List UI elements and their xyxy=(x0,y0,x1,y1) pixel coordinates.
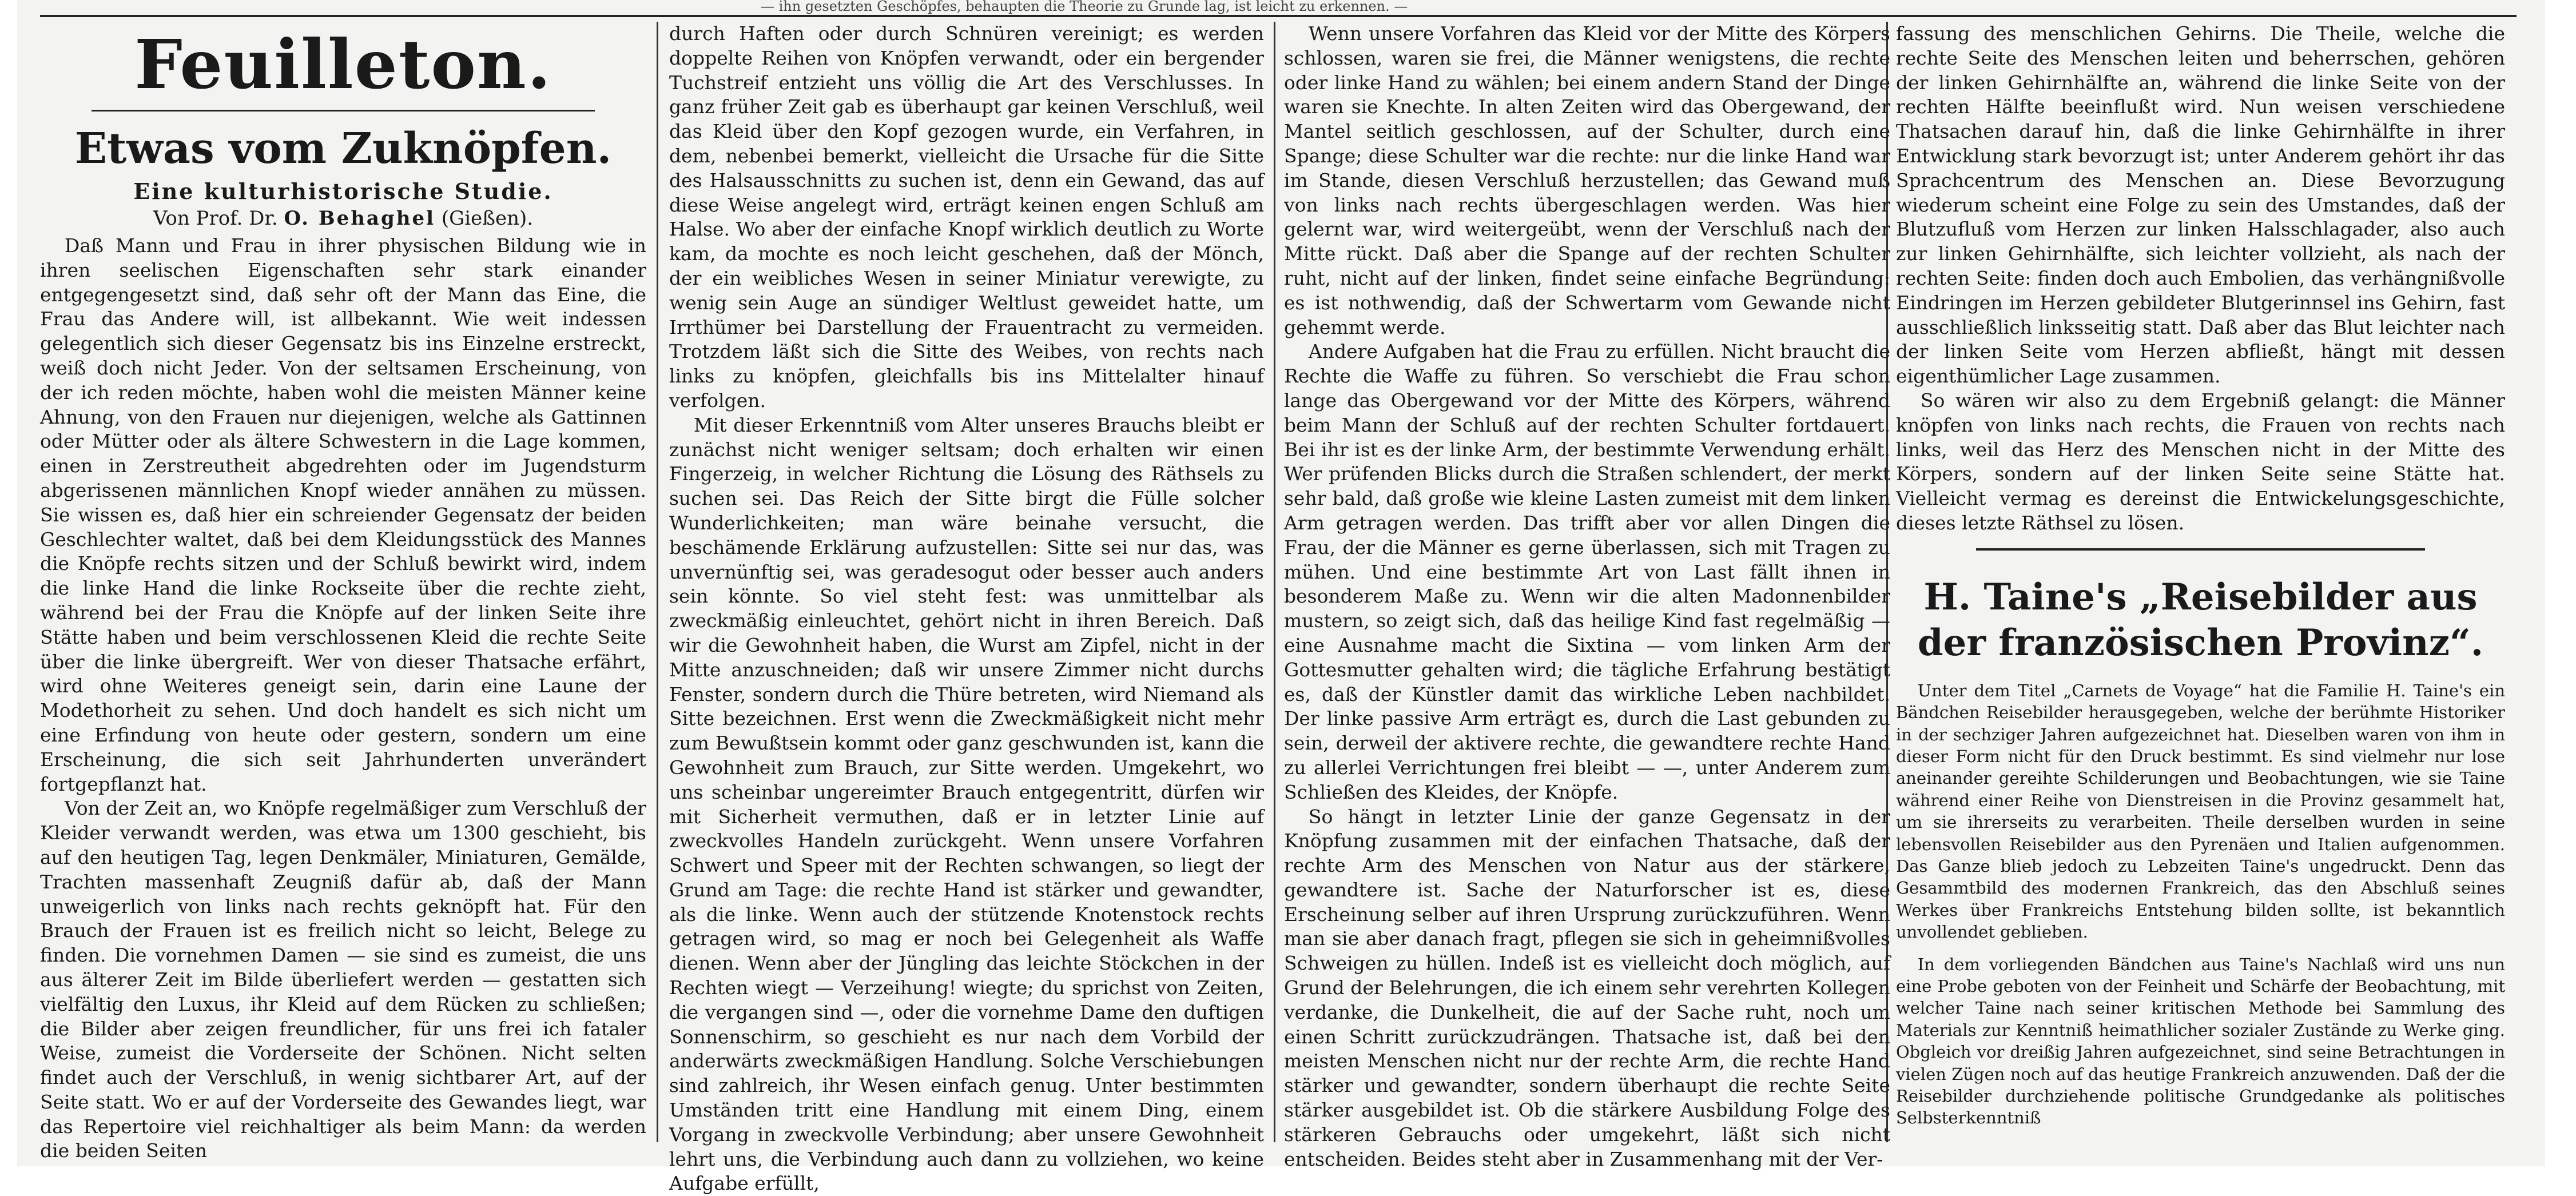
column-1 xyxy=(40,22,646,1162)
paragraph: So wären wir also zu dem Ergebniß gelangt: die Männer knöpfen von links nach rechts, die Frauen von rechts nach links, weil das Herz des Menschen nicht in der Mitte des Körpers, sondern auf der linken Seite seine Stätte hat. Vielleicht vermag es dereinst die Entwickelungsgeschichte, dieses letzte Räthsel zu lösen. xyxy=(1896,389,2505,534)
author-suffix: (Gießen). xyxy=(435,207,534,230)
paragraph: Wenn unsere Vorfahren das Kleid vor der Mitte des Körpers schlossen, waren sie frei, die Männer wenigstens, die rechte oder linke Hand zu wählen; bei einem andern Stand der Dinge waren sie Knechte. In alten Zeiten wird das Obergewand, der Mantel seitlich geschlossen, auf der Schulter, durch eine Spange; diese Schulter war die rechte: nur die linke Hand war im Stande, diesen Verschluß herzustellen; das Gewand muß von links nach rechts übergeschlagen werden. Was hier gelernt war, wird weitergeübt, wenn der Verschluß nach der Mitte rückt. Daß aber die Spange auf der rechten Schulter ruht, nicht auf der linken, findet seine einfache Begründung: es ist nothwendig, daß der Schwertarm vom Gewande nicht gehemmt werde. xyxy=(1284,22,1890,338)
paragraph: durch Haften oder durch Schnüren vereinigt; es werden doppelte Reihen von Knöpfen verwandt, oder ein bergender Tuchstreif entzieht uns völlig die Art des Verschlusses. In ganz früher Zeit gab es überhaupt gar keinen Verschluß, weil das Kleid über den Kopf gezogen wurde, ein Verfahren, in dem, nebenbei bemerkt, vielleicht die Ursache für die Sitte des Halsausschnitts zu suchen ist, denn ein Gewand, das auf diese Weise angelegt wird, erträgt keinen engen Schluß am Halse. Wo aber der einfache Knopf wirklich deutlich zu Worte kam, da mochte es noch leicht geschehen, daß der Mönch, der ein weibliches Wesen in seiner Miniatur verewigte, zu wenig sein Auge an sündiger Weltlust geweidet hatte, um Irrthümer bei Darstellung der Frauentracht zu vermeiden. Trotzdem läßt sich die Sitte des Weibes, von rechts nach links zu knöpfen, gleichfalls bis ins Mittelalter hinauf verfolgen. xyxy=(669,22,1264,412)
title-rule xyxy=(92,110,595,111)
author-prefix: Von Prof. Dr. xyxy=(153,207,284,230)
paragraph: Andere Aufgaben hat die Frau zu erfüllen. Nicht braucht die Rechte die Waffe zu führen. So verschiebt die Frau schon lange das Obergewand vor der Mitte des Körpers, während beim Mann der Schluß auf der rechten Schulter fortdauert. Bei ihr ist es der linke Arm, der bestimmte Verwendung erhält. Wer prüfenden Blicks durch die Straßen schlendert, der merkt sehr bald, daß große wie kleine Lasten zumeist mit dem linken Arm getragen werden. Das trifft aber vor allen Dingen die Frau, der die Männer es gerne überlassen, sich mit Tragen zu mühen. Und eine bestimmte Art von Last fällt ihnen in besonderem Maße zu. Wenn wir die alten Madonnenbilder mustern, so zeigt sich, daß das heilige Kind fast regelmäßig — eine Ausnahme macht die Sixtina — vom linken Arm der Gottesmutter gehalten wird; die tägliche Erfahrung bestätigt es, daß der Künstler damit das wirkliche Leben nachbildet. Der linke passive Arm erträgt es, durch die Last gebunden zu sein, derweil der aktivere rechte, die gewandtere rechte Hand zu allerlei Verrichtungen frei bleibt — —, unter Anderem zum Schließen des Kleides, der Knöpfe. xyxy=(1284,340,1890,803)
column-2 xyxy=(669,22,1264,1195)
author-name: O. Behaghel xyxy=(284,207,436,230)
top-cut-text: — ihn gesetzten Geschöpfes, behaupten die Theorie zu Grunde lag, ist leicht zu erkennen. — xyxy=(761,0,1408,14)
article-author xyxy=(40,205,646,232)
paragraph: Mit dieser Erkenntniß vom Alter unseres Brauchs bleibt er zunächst nicht weniger seltsam; doch erhalten wir einen Fingerzeig, in welcher Richtung die Lösung des Räthsels zu suchen sei. Das Reich der Sitte birgt die Fülle solcher Wunderlichkeiten; man wäre beinahe versucht, die beschämende Erklärung aufzustellen: Sitte sei nur das, was unvernünftig sei, was geradesogut oder besser auch anders sein könnte. So viel steht fest: was unmittelbar als zweckmäßig einleuchtet, gehört nicht in ihren Bereich. Daß wir die Gewohnheit haben, die Wurst am Zipfel, nicht in der Mitte anzuschneiden; daß wir unsere Zimmer nicht durchs Fenster, sondern durch die Thüre betreten, wird Niemand als Sitte bezeichnen. Erst wenn die Zweckmäßigkeit nicht mehr zum Bewußtsein kommt oder ganz geschwunden ist, kann die Gewohnheit zum Brauch, zur Sitte werden. Umgekehrt, wo uns scheinbar ungereimter Brauch entgegentritt, dürfen wir mit Sicherheit vermuthen, daß er in letzter Linie auf zweckvolles Handeln zurückgeht. Wenn unsere Vorfahren Schwert und Speer mit der Rechten schwangen, so liegt der Grund am Tage: die rechte Hand ist stärker und gewandter, als die linke. Wenn auch der stützende Knotenstock rechts getragen wird, so mag er noch bei Gelegenheit als Waffe dienen. Wenn aber der Jüngling das leichte Stöckchen in der Rechten wiegt — Verzeihung! wiegte; du sprichst von Zeiten, die vergangen sind —, oder die vornehme Dame den duftigen Sonnenschirm, so geschieht es nur nach dem Vorbild der anderwärts zweckmäßigen Handlung. Solche Verschiebungen sind zahlreich, ihr Wesen einfach genug. Unter bestimmten Umständen tritt eine Handlung mit einem Ding, einem Vorgang in zweckvolle Verbindung; aber unsere Gewohnheit lehrt uns, die Verbindung auch dann zu vollziehen, wo keine Aufgabe erfüllt, xyxy=(669,413,1264,1195)
column-rule xyxy=(1274,22,1275,1142)
paragraph: In dem vorliegenden Bändchen aus Taine's Nachlaß wird uns nun eine Probe geboten von der Feinheit und Schärfe der Beobachtung, mit welcher Taine nach seiner kritischen Methode bei Sammlung des Materials zur Kenntniß heimathlicher sozialer Zustände zu Werke ging. Obgleich vor dreißig Jahren aufgezeichnet, sind seine Betrachtungen in vielen Zügen noch auf das heutige Frankreich anzuwenden. Daß der die Reisebilder durchziehende politische Grundgedanke als politisches Selbsterkenntniß xyxy=(1896,954,2505,1128)
newspaper-page xyxy=(17,0,2545,1195)
paragraph: Unter dem Titel „Carnets de Voyage“ hat die Familie H. Taine's ein Bändchen Reisebilder herausgegeben, welche der berühmte Historiker in der sechziger Jahren aufgezeichnet hat. Dieselben waren von ihm in dieser Form nicht für den Druck bestimmt. Es sind vielmehr nur lose aneinander gereihte Schilderungen und Beobachtungen, wie sie Taine während einer Reihe von Dienstreisen in die Provinz gesammelt hat, um sie ihrerseits zu verarbeiten. Theile derselben wurden in seine lebensvollen Reisebilder aus den Pyrenäen und Italien aufgenommen. Das Ganze blieb jedoch zu Lebzeiten Taine's ungedruckt. Denn das Gesammtbild des modernen Frankreich, das den Abschluß seines Werkes über Frankreichs Entstehung bilden sollte, ist bekanntlich unvollendet geblieben. xyxy=(1896,680,2505,942)
section-title: Feuilleton. xyxy=(134,25,552,104)
article-separator xyxy=(1976,548,2425,551)
article-subtitle: Eine kulturhistorische Studie. xyxy=(133,178,553,204)
article-title: H. Taine's „Reisebilder aus der französischen Provinz“. xyxy=(1917,575,2484,664)
paragraph: Von der Zeit an, wo Knöpfe regelmäßiger zum Verschluß der Kleider verwandt werden, was etwa um 1300 geschieht, bis auf den heutigen Tag, legen Denkmäler, Miniaturen, Gemälde, Trachten massenhaft Zeugniß dafür ab, daß der Mann unweigerlich von links nach rechts geknöpft hat. Für den Brauch der Frauen ist es freilich nicht so leicht, Belege zu finden. Die vornehmen Damen — sie sind es zumeist, die uns aus älterer Zeit im Bilde überliefert werden — gestatten sich vielfältig den Luxus, ihr Kleid auf dem Rücken zu schließen; die Bilder aber zeigen freundlicher, für uns frei ich fataler Weise, zumeist die Vorderseite der Schönen. Nicht selten findet auch der Verschluß, in wenig sichtbarer Art, auf der Seite statt. Wo er auf der Vorderseite des Gewandes liegt, war das Repertoire viel reichhaltiger als beim Mann: da werden die beiden Seiten xyxy=(40,797,646,1162)
top-rule xyxy=(40,15,2517,17)
column-4 xyxy=(1896,22,2505,1159)
paragraph: fassung des menschlichen Gehirns. Die Theile, welche die rechte Seite des Menschen leiten und beherrschen, gehören der linken Gehirnhälfte an, während die linke Seite von der rechten Hälfte beeinflußt wird. Nun weisen verschiedene Thatsachen darauf hin, daß die linke Gehirnhälfte in ihrer Entwicklung stark bevorzugt ist; unter Anderem gehört ihr das Sprachcentrum des Menschen an. Diese Bevorzugung wiederum scheint eine Folge zu sein des Umstandes, daß der Blutzufluß vom Herzen zur linken Halsschlagader, also auch zur linken Gehirnhälfte, sich leichter vollzieht, als nach der rechten Seite: finden doch auch Embolien, das verhängnißvolle Eindringen im Herzen gebildeter Blutgerinnsel ins Gehirn, fast ausschließlich linksseitig statt. Daß aber das Blut leichter nach der linken Seite vom Herzen abfließt, hängt mit dessen eigenthümlicher Lage zusammen. xyxy=(1896,22,2505,388)
column-rule xyxy=(657,22,658,1142)
article-title: Etwas vom Zuknöpfen. xyxy=(74,124,612,173)
paragraph: So hängt in letzter Linie der ganze Gegensatz in der Knöpfung zusammen mit der einfachen Thatsache, daß der rechte Arm des Menschen von Natur aus der stärkere, gewandtere ist. Sache der Naturforscher ist es, diese Erscheinung selber auf ihren Ursprung zurückzuführen. Wenn man sie aber danach fragt, pflegen sie sich in geheimnißvolles Schweigen zu hüllen. Indeß ist es vielleicht doch möglich, auf Grund der Belehrungen, die ich einem sehr verehrten Kollegen verdanke, die Dunkelheit, die auf der Sache ruht, noch um einen Schritt zurückzudrängen. Thatsache ist, daß bei den meisten Menschen nicht nur der rechte Arm, die rechte Hand stärker und gewandter, sondern überhaupt die rechte Seite stärker ausgebildet ist. Ob die stärkere Ausbildung Folge des stärkeren Gebrauchs oder umgekehrt, läßt sich nicht entscheiden. Beides steht aber in Zusammenhang mit der Ver- xyxy=(1284,805,1890,1170)
column-3 xyxy=(1284,22,1890,1170)
paragraph: Daß Mann und Frau in ihrer physischen Bildung wie in ihren seelischen Eigenschaften sehr stark einander entgegengesetzt sind, daß sehr oft der Mann das Eine, die Frau das Andere will, ist allbekannt. Wie weit indessen gelegentlich sich dieser Gegensatz bis ins Einzelne erstreckt, weiß doch nicht Jeder. Von der seltsamen Erscheinung, von der ich reden möchte, haben wohl die meisten Männer keine Ahnung, von den Frauen nur diejenigen, welche als Gattinnen oder Mütter oder als ältere Schwestern in die Lage kommen, einen in Zerstreutheit abgedrehten oder im Jugendsturm abgerissenen männlichen Knopf wieder annähen zu müssen. Sie wissen es, daß hier ein schreiender Gegensatz der beiden Geschlechter waltet, daß bei dem Kleidungsstück des Mannes die Knöpfe rechts sitzen und der Schluß bewirkt wird, indem die linke Hand die linke Rockseite über die rechte zieht, während bei der Frau die Knöpfe auf der linken Seite ihre Stätte haben und beim verschlossenen Kleid die rechte Seite über die linke übergreift. Wer von dieser Thatsache erfährt, wird ohne Weiteres geneigt sein, darin eine Laune der Modethorheit zu sehen. Und doch handelt es sich nicht um eine Erfindung von heute oder gestern, sondern um eine Erscheinung, die sich seit Jahrhunderten unverändert fortgepflanzt hat. xyxy=(40,234,646,795)
